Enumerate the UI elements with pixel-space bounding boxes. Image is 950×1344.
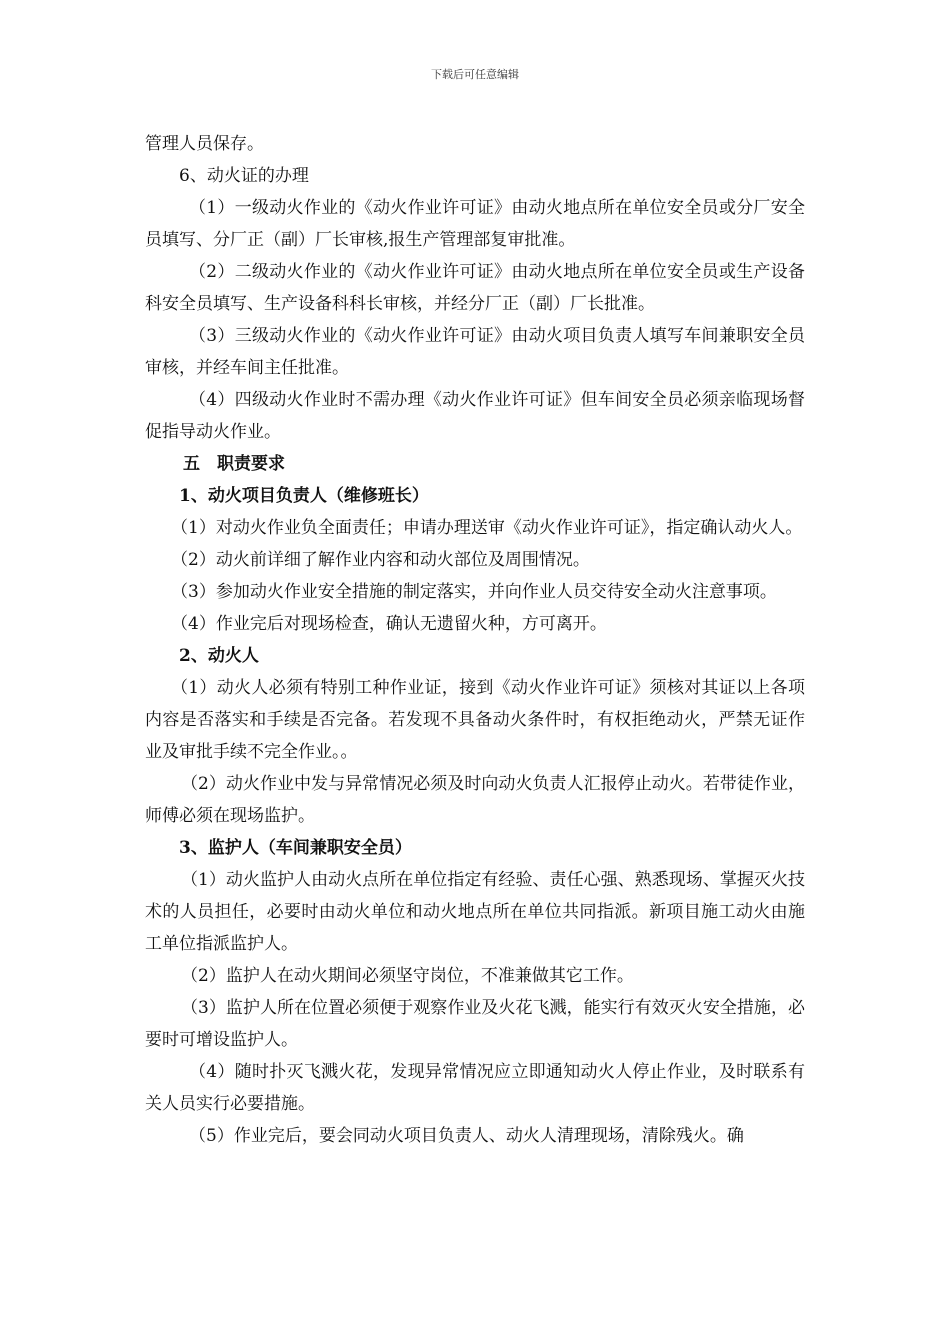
paragraph: （3）三级动火作业的《动火作业许可证》由动火项目负责人填写车间兼职安全员审核，并经车间主任批准。 — [145, 326, 805, 378]
paragraph: （4）作业完后对现场检查，确认无遗留火种，方可离开。 — [171, 614, 607, 634]
chapter-heading: 五 职责要求 — [183, 454, 285, 474]
section-heading-6: 6、动火证的办理 — [179, 166, 309, 186]
paragraph: （4）四级动火作业时不需办理《动火作业许可证》但车间安全员必须亲临现场督促指导动火作业。 — [145, 390, 805, 442]
paragraph: （2）动火作业中发与异常情况必须及时向动火负责人汇报停止动火。若带徒作业，师傅必须在现场监护。 — [145, 774, 805, 826]
paragraph: （4）随时扑灭飞溅火花，发现异常情况应立即通知动火人停止作业，及时联系有关人员实行必要措施。 — [145, 1062, 805, 1114]
paragraph: 管理人员保存。 — [145, 134, 264, 154]
paragraph: （2）二级动火作业的《动火作业许可证》由动火地点所在单位安全员或生产设备科安全员填写、生产设备科科长审核，并经分厂正（副）厂长批准。 — [145, 262, 805, 314]
subsection-heading: 2、动火人 — [179, 646, 259, 666]
paragraph: （1）动火人必须有特别工种作业证，接到《动火作业许可证》须核对其证以上各项内容是否落实和手续是否完备。若发现不具备动火条件时，有权拒绝动火，严禁无证作业及审批手续不完全作业。。 — [145, 678, 805, 762]
paragraph: （1）对动火作业负全面责任；申请办理送审《动火作业许可证》，指定确认动火人。 — [171, 518, 803, 538]
paragraph: （1）一级动火作业的《动火作业许可证》由动火地点所在单位安全员或分厂安全员填写、分厂正（副）厂长审核,报生产管理部复审批准。 — [145, 198, 805, 250]
paragraph: （3）监护人所在位置必须便于观察作业及火花飞溅，能实行有效灭火安全措施，必要时可增设监护人。 — [145, 998, 805, 1050]
paragraph: （3）参加动火作业安全措施的制定落实，并向作业人员交待安全动火注意事项。 — [171, 582, 777, 602]
subsection-heading: 3、监护人（车间兼职安全员） — [179, 838, 412, 858]
paragraph: （5）作业完后，要会同动火项目负责人、动火人清理现场，清除残火。确 — [189, 1126, 744, 1146]
paragraph: （2）动火前详细了解作业内容和动火部位及周围情况。 — [171, 550, 590, 570]
paragraph: （2）监护人在动火期间必须坚守岗位，不准兼做其它工作。 — [181, 966, 634, 986]
subsection-heading: 1、动火项目负责人（维修班长） — [179, 486, 429, 506]
paragraph: （1）动火监护人由动火点所在单位指定有经验、责任心强、熟悉现场、掌握灭火技术的人员担任，必要时由动火单位和动火地点所在单位共同指派。新项目施工动火由施工单位指派监护人。 — [145, 870, 805, 954]
page-header: 下载后可任意编辑 — [431, 68, 519, 81]
document-body — [145, 128, 805, 1152]
